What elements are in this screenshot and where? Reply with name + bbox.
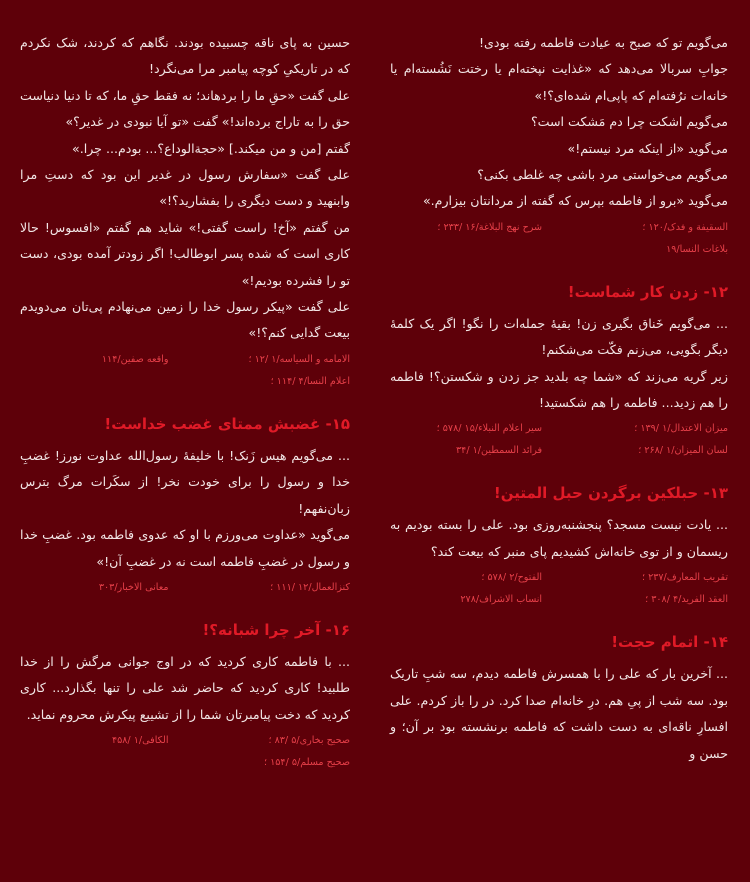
paragraph: ... می‌گویم هیس زَنک! با خلیفهٔ رسول‌الله عداوت نورز! غضبِ خدا و رسول را برای خودت نخر! از سکَرات مرگ بترس زبان‌نفهم! <box>20 447 350 516</box>
paragraph: من گفتم «آخ! راست گفتی!» شاید هم گفتم «افسوس! حالا کاری است که شده پسر ابوطالب! اگر زودتر آمده بودی، دست تو را فشرده بودیم!» <box>20 219 350 288</box>
paragraph: ... با فاطمه کاری کردید که در اوج جوانی مرگش را از خدا طلبید! کاری کردید که حاضر شد علی را تنها بگذارد... کاری کردید که دخت پیامبرتان شما را از تشییع پیکرش محروم نماید. <box>20 653 350 722</box>
reference: لسان المیزان/۱ /۲۶۸ ؛ <box>638 445 728 457</box>
intro-paragraphs <box>390 30 728 215</box>
references <box>390 418 728 462</box>
section-title-12: ۱۲- زدن کار شماست! <box>567 282 728 301</box>
section-title-16: ۱۶- آخر چرا شبانه؟! <box>202 620 350 639</box>
paragraph: می‌گویم می‌خواستی مرد باشی چه غلطی بکنی؟ <box>477 167 728 183</box>
paragraph: ... آخرین بار که علی را با همسرش فاطمه دیدم، سه شبِ تاریک بود. سه شب از پیِ هم. درِ خانه‌ام صدا کرد. در را باز کردم. علی افسارِ ناقه‌ای به دست داشت که فاطمه برنشسته بود بر آن؛ و حسن و <box>390 666 728 761</box>
reference: الفتوح/۲ /۵۷۸ ؛ <box>481 572 543 584</box>
paragraph: می‌گویم تو که صبح به عیادت فاطمه رفته بودی! <box>478 35 728 50</box>
references <box>20 577 350 599</box>
paragraph: علی گفت «حقِ ما را بردهاند؛ نه فقط حقِ ما، که تا دنیا دنیاست حق را به تاراج برده‌اند!» گفت «تو آیا نبودی در غدیر؟» <box>20 87 350 130</box>
left-column <box>20 30 350 776</box>
paragraph: گفتم [من و من میکند.] «حجةالوداع؟... بودم... چرا.» <box>72 140 350 156</box>
reference: بلاغات النسا/۱۹ <box>666 243 728 255</box>
reference: صحیح مسلم/۵ /۱۵۴ ؛ <box>264 757 350 769</box>
reference: اعلام النسا/۴ /۱۱۴ ؛ <box>270 375 350 387</box>
reference: انساب الاشراف/۲۷۸ <box>460 594 543 606</box>
reference: کنزالعمال/۱۲ /۱۱۱ ؛ <box>270 581 350 593</box>
section-title-14: ۱۴- اتمام حجت! <box>611 633 728 652</box>
reference: سیر اعلام النبلاء/۱۵ /۵۷۸ ؛ <box>436 423 543 435</box>
section-title-13: ۱۳- حبلکین برگردن حبل المتین! <box>493 484 728 503</box>
reference: فرائد السمطین/۱ /۳۴ <box>456 445 543 457</box>
paragraph: علی گفت «پیکر رسول خدا را زمین می‌نهادم پی‌تان می‌دویدم بیعت گدایی کنم؟!» <box>20 299 350 341</box>
reference: صحیح بخاری/۵ /۸۳ ؛ <box>268 735 350 747</box>
references <box>20 349 350 393</box>
paragraph: زیر گریه می‌زند که «شما چه بلدید جز زدن و شکستن؟! فاطمه را هم زدید... فاطمه را هم شکستید! <box>390 368 728 411</box>
reference: میزان الاعتدال/۱ /۱۳۹ ؛ <box>634 423 728 435</box>
section-title-15: ۱۵- غضبش ممتای غضب خداست! <box>104 414 350 433</box>
reference: شرح نهج البلاغة/۱۶ /۲۳۳ ؛ <box>437 221 543 233</box>
paragraph: ... یادت نیست مسجد؟ پنجشنبه‌روزی بود. علی را بسته بودیم به ریسمان و از توی خانه‌اش کشیدیم پای منبر که بیعت کند؟ <box>390 517 728 559</box>
reference: الامامه و السیاسه/۱ /۱۲ ؛ <box>248 353 350 365</box>
right-column <box>390 30 728 767</box>
paragraph: می‌گوید «برو از فاطمه بپرس که گفته از مردانتان بیزارم.» <box>422 193 728 209</box>
paragraph: جوابِ سربالا می‌دهد که «غذایت نپخته‌ام یا رختت نَشُسته‌ام یا خانه‌ات نرُفته‌ام که پاپی‌ام شده‌ای؟!» <box>390 61 728 103</box>
reference: معانی الاخبار/۳۰۳ <box>98 581 169 593</box>
references <box>390 567 728 611</box>
reference: واقعه صفین/۱۱۴ <box>101 353 169 365</box>
paragraph: حسین به پای ناقه چسبیده بودند. نگاهم که کردند، شک نکردم که در تاریکیِ کوچه پیامبر مرا می‌نگرد! <box>20 35 350 77</box>
reference: العقد الفرید/۴ /۳۰۸ ؛ <box>645 594 728 606</box>
paragraph: می‌گویم اشکت چرا دم مَشکت است؟ <box>530 114 728 130</box>
references <box>390 217 728 261</box>
paragraph: ... می‌گویم خَناق بگیری زن! بقیهٔ جمله‌ات را نگو! اگر یک کلمهٔ دیگر بگویی، می‌زنم فکّت می‌شکنم! <box>390 315 728 358</box>
reference: الکافی/۱ /۴۵۸ <box>111 735 169 747</box>
paragraph: علی گفت «سفارش رسول در غدیر این بود که دستِ مرا وابنهید و دست دیگری را بفشارید؟!» <box>20 167 350 209</box>
references <box>20 730 350 774</box>
reference: تقریب المعارف/۲۳۷ ؛ <box>641 572 728 584</box>
paragraph: می‌گوید «عداوت می‌ورزم با او که عدوی فاطمه بود. غضبِ خدا و رسول در غضبِ فاطمه است نه در غضبِ آن!» <box>20 527 350 569</box>
reference: السقیفة و فدک/۱۲۰ ؛ <box>642 221 728 233</box>
paragraph: می‌گوید «از اینکه مرد نیستم!» <box>567 140 728 156</box>
